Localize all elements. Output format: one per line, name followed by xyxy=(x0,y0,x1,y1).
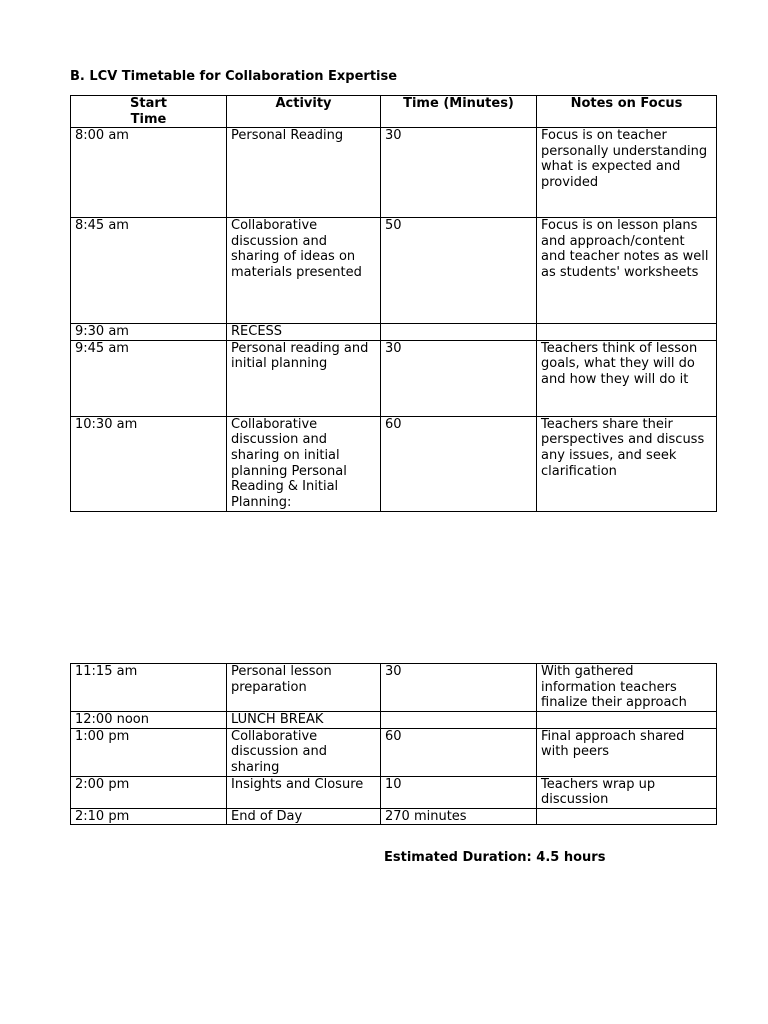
minutes-cell: 30 xyxy=(381,340,537,416)
header-notes-on-focus: Notes on Focus xyxy=(537,96,717,128)
start-time-cell: 9:30 am xyxy=(71,324,227,341)
table-row xyxy=(71,664,717,712)
start-time-cell: 10:30 am xyxy=(71,416,227,511)
activity-cell: Collaborative discussion and sharing xyxy=(227,728,381,776)
minutes-cell: 60 xyxy=(381,416,537,511)
activity-cell: RECESS xyxy=(227,324,381,341)
start-time-cell: 9:45 am xyxy=(71,340,227,416)
minutes-cell: 30 xyxy=(381,128,537,218)
minutes-cell xyxy=(381,712,537,729)
document-title: B. LCV Timetable for Collaboration Expertise xyxy=(70,69,398,84)
table-row xyxy=(71,728,717,776)
start-time-cell: 8:00 am xyxy=(71,128,227,218)
notes-cell: Teachers wrap up discussion xyxy=(537,776,717,808)
notes-cell xyxy=(537,324,717,341)
estimated-duration: Estimated Duration: 4.5 hours xyxy=(384,850,606,865)
header-start-time: Start Time xyxy=(71,96,227,128)
table-row xyxy=(71,340,717,416)
minutes-cell: 30 xyxy=(381,664,537,712)
header-time-minutes: Time (Minutes) xyxy=(381,96,537,128)
activity-cell: LUNCH BREAK xyxy=(227,712,381,729)
start-time-cell: 2:00 pm xyxy=(71,776,227,808)
timetable-part-1 xyxy=(70,95,717,512)
start-time-cell: 11:15 am xyxy=(71,664,227,712)
table-row xyxy=(71,712,717,729)
start-time-cell: 12:00 noon xyxy=(71,712,227,729)
notes-cell: Focus is on lesson plans and approach/content and teacher notes as well as students' worksheets xyxy=(537,218,717,324)
activity-cell: End of Day xyxy=(227,808,381,825)
activity-cell: Insights and Closure xyxy=(227,776,381,808)
table-header-row xyxy=(71,96,717,128)
activity-cell: Collaborative discussion and sharing on initial planning Personal Reading & Initial Planning: xyxy=(227,416,381,511)
minutes-cell xyxy=(381,324,537,341)
notes-cell xyxy=(537,808,717,825)
table-row xyxy=(71,218,717,324)
minutes-cell: 50 xyxy=(381,218,537,324)
activity-cell: Personal lesson preparation xyxy=(227,664,381,712)
activity-cell: Collaborative discussion and sharing of ideas on materials presented xyxy=(227,218,381,324)
table-row xyxy=(71,324,717,341)
notes-cell xyxy=(537,712,717,729)
activity-cell: Personal Reading xyxy=(227,128,381,218)
table-row xyxy=(71,128,717,218)
notes-cell: Teachers share their perspectives and discuss any issues, and seek clarification xyxy=(537,416,717,511)
minutes-cell: 10 xyxy=(381,776,537,808)
minutes-cell: 60 xyxy=(381,728,537,776)
timetable-part-2 xyxy=(70,663,717,825)
start-time-cell: 1:00 pm xyxy=(71,728,227,776)
table-row xyxy=(71,416,717,511)
notes-cell: Focus is on teacher personally understanding what is expected and provided xyxy=(537,128,717,218)
minutes-cell: 270 minutes xyxy=(381,808,537,825)
notes-cell: Final approach shared with peers xyxy=(537,728,717,776)
table-row xyxy=(71,776,717,808)
start-time-cell: 2:10 pm xyxy=(71,808,227,825)
table-row xyxy=(71,808,717,825)
activity-cell: Personal reading and initial planning xyxy=(227,340,381,416)
notes-cell: With gathered information teachers finalize their approach xyxy=(537,664,717,712)
start-time-cell: 8:45 am xyxy=(71,218,227,324)
notes-cell: Teachers think of lesson goals, what they will do and how they will do it xyxy=(537,340,717,416)
header-activity: Activity xyxy=(227,96,381,128)
